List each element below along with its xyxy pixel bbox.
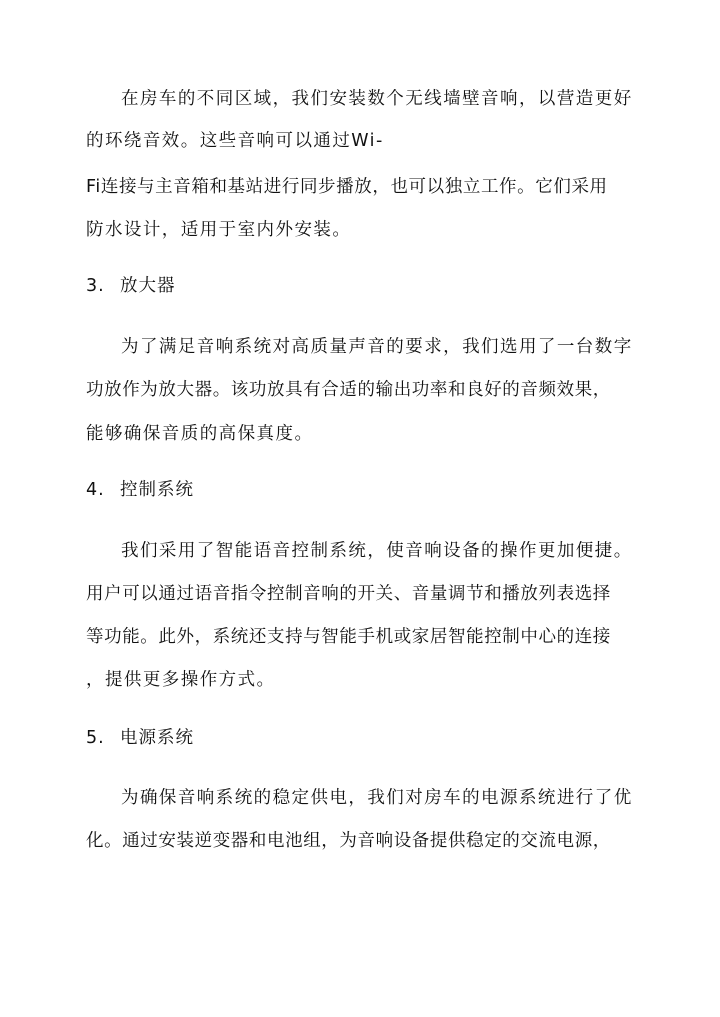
section-heading-control-system xyxy=(86,478,194,502)
paragraph-line: 防水设计，适用于室内外安装。 xyxy=(86,220,352,240)
paragraph-line: 在房车的不同区域，我们安装数个无线墙壁音响，以营造更好 xyxy=(121,89,633,109)
paragraph-line: Fi连接与主音箱和基站进行同步播放，也可以独立工作。它们采用 xyxy=(86,177,608,197)
paragraph-line: 为了满足音响系统对高质量声音的要求，我们选用了一台数字 xyxy=(121,337,633,357)
section-number: 3. xyxy=(86,276,105,296)
paragraph-line: 我们采用了智能语音控制系统，使音响设备的操作更加便捷。 xyxy=(121,541,633,561)
paragraph-line: 为确保音响系统的稳定供电，我们对房车的电源系统进行了优 xyxy=(121,788,633,808)
section-title: 放大器 xyxy=(120,276,176,296)
section-title: 控制系统 xyxy=(120,480,194,500)
paragraph-line: 化。通过安装逆变器和电池组，为音响设备提供稳定的交流电源， xyxy=(86,831,611,851)
section-number: 4. xyxy=(86,480,105,500)
paragraph-line: 等功能。此外，系统还支持与智能手机或家居智能控制中心的连接 xyxy=(86,627,611,647)
section-title: 电源系统 xyxy=(120,728,194,748)
paragraph-line: 能够确保音质的高保真度。 xyxy=(86,424,314,444)
paragraph-line: 功放作为放大器。该功放具有合适的输出功率和良好的音频效果， xyxy=(86,380,611,400)
paragraph-line: 的环绕音效。这些音响可以通过Wi- xyxy=(86,131,384,151)
section-number: 5. xyxy=(86,728,105,748)
section-heading-amplifier xyxy=(86,274,176,298)
paragraph-line: 用户可以通过语音指令控制音响的开关、音量调节和播放列表选择 xyxy=(86,584,611,604)
paragraph-line: ，提供更多操作方式。 xyxy=(86,670,276,690)
section-heading-power-system xyxy=(86,726,194,750)
